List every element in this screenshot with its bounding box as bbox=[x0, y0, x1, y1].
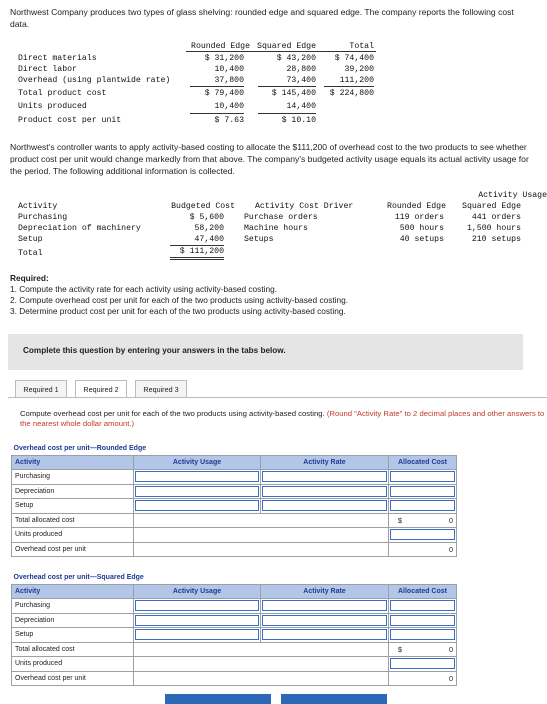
squared-table-title: Overhead cost per unit—Squared Edge bbox=[12, 572, 457, 584]
cost-cell: $ 74,400 bbox=[334, 54, 374, 63]
cost-row-label: Total product cost bbox=[18, 89, 107, 98]
empty-cell bbox=[261, 513, 389, 528]
squared-total-allocated-value bbox=[389, 642, 457, 657]
activity-row-label: Purchasing bbox=[18, 213, 68, 222]
empty-cell bbox=[261, 542, 389, 557]
activity-cell: 119 orders bbox=[394, 213, 444, 222]
col-header-allocated: Allocated Cost bbox=[389, 584, 457, 599]
rounded-total-value: 0 bbox=[449, 515, 454, 525]
activity-cell: 210 setups bbox=[471, 235, 521, 244]
row-label-setup: Setup bbox=[12, 628, 134, 643]
squared-purchasing-rate-input[interactable] bbox=[261, 599, 389, 614]
empty-cell bbox=[134, 642, 261, 657]
cost-cell: 37,800 bbox=[190, 75, 244, 87]
cost-header-rule bbox=[186, 51, 376, 52]
cost-cell: 73,400 bbox=[258, 75, 316, 87]
row-label-total-allocated: Total allocated cost bbox=[12, 642, 134, 657]
activity-cell: Purchase orders bbox=[244, 213, 318, 222]
cost-cell: 10,400 bbox=[214, 102, 244, 111]
row-label-overhead-per-unit: Overhead cost per unit bbox=[12, 542, 134, 557]
activity-col-header: Activity Cost Driver bbox=[255, 202, 354, 211]
rounded-total-allocated-value bbox=[389, 513, 457, 528]
cost-row-label: Units produced bbox=[18, 102, 87, 111]
row-label-units-produced: Units produced bbox=[12, 528, 134, 543]
tab-required-3[interactable]: Required 3 bbox=[135, 380, 187, 398]
empty-cell bbox=[134, 657, 261, 672]
required-heading: Required: bbox=[10, 273, 49, 283]
activity-row-label: Depreciation of machinery bbox=[18, 224, 141, 233]
rounded-depreciation-allocated-input[interactable] bbox=[389, 484, 457, 499]
empty-cell bbox=[134, 542, 261, 557]
rounded-overhead-per-unit-value: 0 bbox=[389, 542, 457, 557]
col-header-activity: Activity bbox=[12, 455, 134, 470]
cost-col-total-header: Total bbox=[349, 42, 374, 51]
col-header-allocated: Allocated Cost bbox=[389, 455, 457, 470]
empty-cell bbox=[261, 657, 389, 672]
rounded-table-title: Overhead cost per unit—Rounded Edge bbox=[12, 443, 457, 455]
row-label-purchasing: Purchasing bbox=[12, 599, 134, 614]
activity-cell: $ 5,600 bbox=[189, 213, 224, 222]
rounding-note: (Round "Activity Rate" to 2 decimal places and other answers to the nearest whole dollar amount.) bbox=[20, 409, 545, 428]
squared-setup-allocated-input[interactable] bbox=[389, 628, 457, 643]
col-header-usage: Activity Usage bbox=[134, 455, 261, 470]
tab-required-2[interactable]: Required 2 bbox=[75, 380, 127, 398]
required-item-1: 1. Compute the activity rate for each activity using activity-based costing. bbox=[10, 284, 278, 294]
cost-cell: $ 7.63 bbox=[190, 113, 244, 126]
cost-cell: 28,800 bbox=[286, 65, 316, 74]
rounded-purchasing-usage-input[interactable] bbox=[134, 470, 261, 485]
row-label-total-allocated: Total allocated cost bbox=[12, 513, 134, 528]
cost-col-squared-header: Squared Edge bbox=[257, 42, 316, 51]
activity-cell: 1,500 hours bbox=[466, 224, 521, 233]
squared-overhead-per-unit-value: 0 bbox=[389, 671, 457, 686]
cost-cell: 14,400 bbox=[286, 102, 316, 111]
squared-depreciation-allocated-input[interactable] bbox=[389, 613, 457, 628]
activity-cell: Machine hours bbox=[244, 224, 308, 233]
activity-cell: 441 orders bbox=[471, 213, 521, 222]
activity-total-label: Total bbox=[18, 249, 43, 258]
tab-required-1[interactable]: Required 1 bbox=[15, 380, 67, 398]
squared-purchasing-allocated-input[interactable] bbox=[389, 599, 457, 614]
squared-setup-usage-input[interactable] bbox=[134, 628, 261, 643]
col-header-activity: Activity bbox=[12, 584, 134, 599]
cost-cell: 10,400 bbox=[214, 65, 244, 74]
rounded-setup-rate-input[interactable] bbox=[261, 499, 389, 514]
row-label-depreciation: Depreciation bbox=[12, 613, 134, 628]
cost-row-label: Direct labor bbox=[18, 65, 77, 74]
empty-cell bbox=[261, 642, 389, 657]
activity-col-header: Activity bbox=[18, 202, 58, 211]
squared-units-produced-input[interactable] bbox=[389, 657, 457, 672]
activity-col-header: Budgeted Cost bbox=[171, 202, 235, 211]
empty-cell bbox=[134, 513, 261, 528]
activity-col-header: Squared Edge bbox=[462, 202, 521, 211]
squared-setup-rate-input[interactable] bbox=[261, 628, 389, 643]
cost-cell: $ 145,400 bbox=[271, 89, 316, 98]
cost-cell: $ 224,800 bbox=[329, 89, 374, 98]
rounded-setup-allocated-input[interactable] bbox=[389, 499, 457, 514]
intro-text: Northwest Company produces two types of glass shelving: rounded edge and squared edge. The company reports the following cost data. bbox=[10, 7, 514, 29]
col-header-usage: Activity Usage bbox=[134, 584, 261, 599]
controller-paragraph: Northwest's controller wants to apply activity-based costing to allocate the $111,200 of overhead cost to the two products to see whether product cost per unit would change markedly from that above. The company's budgeted activity usage equals its actual activity usage for the period. The following additional information is collected. bbox=[10, 142, 529, 176]
empty-cell bbox=[261, 528, 389, 543]
next-tab-button[interactable] bbox=[281, 694, 387, 704]
rounded-units-produced-input[interactable] bbox=[389, 528, 457, 543]
rounded-edge-table bbox=[11, 443, 457, 557]
activity-col-header: Rounded Edge bbox=[387, 202, 446, 211]
activity-cell: 47,400 bbox=[170, 234, 224, 246]
empty-cell bbox=[134, 671, 261, 686]
col-header-rate: Activity Rate bbox=[261, 584, 389, 599]
squared-total-value: 0 bbox=[449, 644, 453, 654]
cost-row-label: Overhead (using plantwide rate) bbox=[18, 76, 171, 85]
row-label-units-produced: Units produced bbox=[12, 657, 134, 672]
instruction-text: Compute overhead cost per unit for each of the two products using activity-based costing. bbox=[20, 409, 325, 418]
tab-instruction bbox=[20, 409, 547, 429]
banner-text: Complete this question by entering your answers in the tabs below. bbox=[23, 346, 286, 355]
cost-row-label: Direct materials bbox=[18, 54, 97, 63]
cost-cell: $ 43,200 bbox=[276, 54, 316, 63]
activity-cell: 58,200 bbox=[194, 224, 224, 233]
row-label-overhead-per-unit: Overhead cost per unit bbox=[12, 671, 134, 686]
dollar-sign: $ bbox=[398, 515, 402, 525]
rounded-depreciation-usage-input[interactable] bbox=[134, 484, 261, 499]
squared-edge-table bbox=[11, 572, 457, 686]
rounded-purchasing-allocated-input[interactable] bbox=[389, 470, 457, 485]
cost-cell: 111,200 bbox=[324, 75, 374, 87]
empty-cell bbox=[261, 671, 389, 686]
rounded-purchasing-rate-input[interactable] bbox=[261, 470, 389, 485]
cost-col-rounded-header: Rounded Edge bbox=[191, 42, 250, 51]
activity-row-label: Setup bbox=[18, 235, 43, 244]
squared-depreciation-usage-input[interactable] bbox=[134, 613, 261, 628]
row-label-setup: Setup bbox=[12, 499, 134, 514]
rounded-setup-usage-input[interactable] bbox=[134, 499, 261, 514]
row-label-depreciation: Depreciation bbox=[12, 484, 134, 499]
required-item-3: 3. Determine product cost per unit for each of the two products using activity-based costing. bbox=[10, 306, 346, 316]
row-label-purchasing: Purchasing bbox=[12, 470, 134, 485]
activity-cell: 500 hours bbox=[399, 224, 444, 233]
rounded-depreciation-rate-input[interactable] bbox=[261, 484, 389, 499]
cost-cell: $ 79,400 bbox=[204, 89, 244, 98]
activity-total-value: $ 111,200 bbox=[170, 246, 224, 260]
cost-cell: $ 31,200 bbox=[204, 54, 244, 63]
dollar-sign: $ bbox=[398, 644, 402, 654]
col-header-rate: Activity Rate bbox=[261, 455, 389, 470]
squared-purchasing-usage-input[interactable] bbox=[134, 599, 261, 614]
required-item-2: 2. Compute overhead cost per unit for each of the two products using activity-based costing. bbox=[10, 295, 349, 305]
empty-cell bbox=[134, 528, 261, 543]
activity-usage-header: Activity Usage bbox=[478, 191, 547, 200]
cost-row-label: Product cost per unit bbox=[18, 116, 122, 125]
activity-cell: Setups bbox=[244, 235, 274, 244]
prev-tab-button[interactable] bbox=[165, 694, 271, 704]
cost-cell: $ 10.10 bbox=[258, 113, 316, 126]
squared-depreciation-rate-input[interactable] bbox=[261, 613, 389, 628]
cost-cell: 39,200 bbox=[344, 65, 374, 74]
instructions-banner bbox=[8, 334, 523, 370]
activity-cell: 40 setups bbox=[399, 235, 444, 244]
